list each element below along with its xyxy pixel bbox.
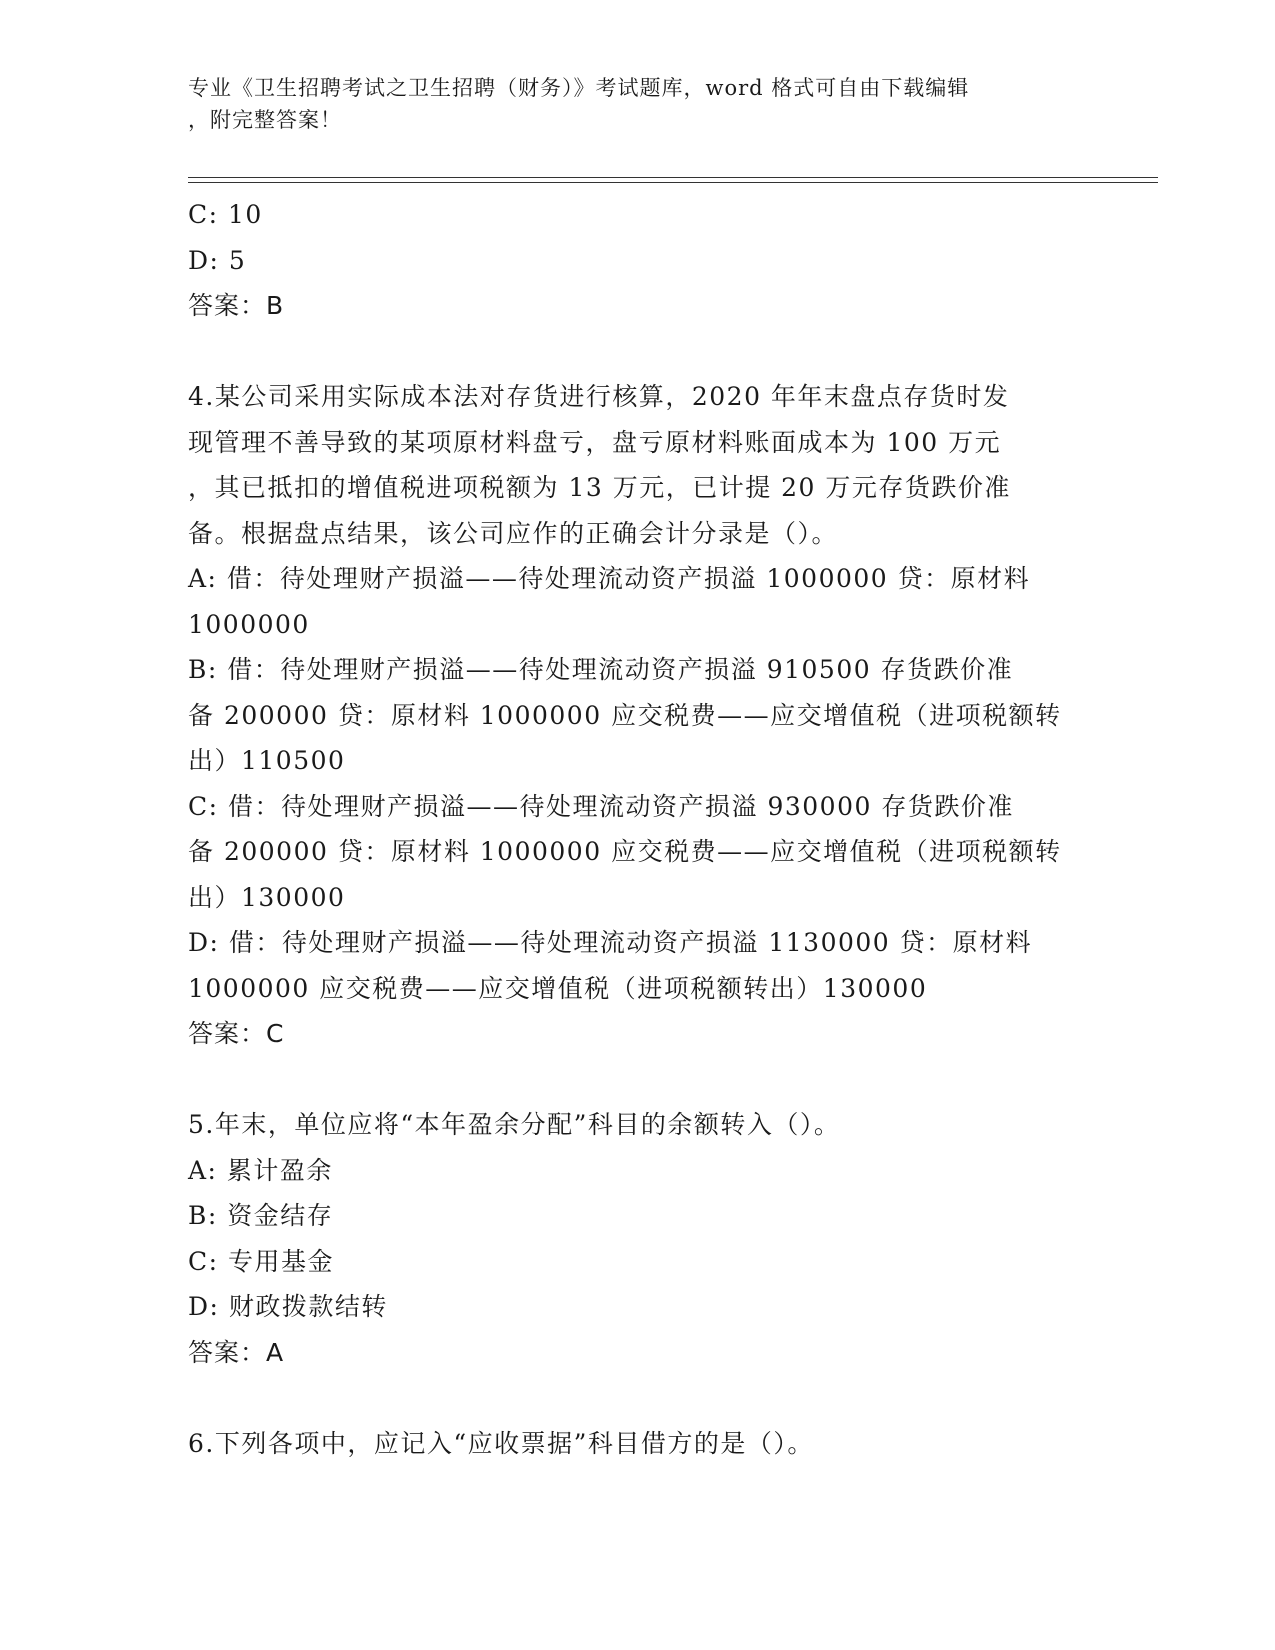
header-line-1: 专业《卫生招聘考试之卫生招聘（财务）》考试题库，word 格式可自由下载编辑	[188, 76, 970, 100]
q5-option-d: D: 财政拨款结转	[188, 1292, 388, 1321]
q4-option-b-line: B: 借：待处理财产损溢——待处理流动资产损溢 910500 存货跌价准	[188, 655, 1014, 684]
spacer	[188, 329, 1088, 375]
q5-option-b: B: 资金结存	[188, 1201, 334, 1230]
page-header	[188, 72, 1068, 136]
q4-option-a-line: 1000000	[188, 609, 310, 639]
q5-option-a: A: 累计盈余	[188, 1155, 333, 1185]
q4-stem-line: 备。根据盘点结果，该公司应作的正确会计分录是（）。	[188, 518, 839, 548]
spacer	[188, 1057, 1088, 1103]
header-divider-bottom	[188, 182, 1158, 183]
header-line-2: ，附完整答案！	[188, 108, 342, 132]
q4-option-d	[188, 920, 1088, 1011]
q4-stem-line: ，其已抵扣的增值税进项税额为 13 万元，已计提 20 万元存货跌价准	[188, 473, 1011, 502]
q4-option-c-line: 出）130000	[188, 882, 346, 912]
q5-stem: 5.年末，单位应将“本年盈余分配”科目的余额转入（）。	[188, 1110, 841, 1139]
spacer	[188, 1375, 1088, 1421]
q6-stem: 6.下列各项中，应记入“应收票据”科目借方的是（）。	[188, 1428, 814, 1458]
q4-option-c-line: 备 200000 贷：原材料 1000000 应交税费——应交增值税（进项税额转	[188, 837, 1062, 866]
q5-answer: 答案：A	[188, 1337, 285, 1367]
q4-option-d-line: 1000000 应交税费——应交增值税（进项税额转出）130000	[188, 973, 928, 1003]
q4-answer: 答案：C	[188, 1019, 285, 1048]
q4-option-b-line: 备 200000 贷：原材料 1000000 应交税费——应交增值税（进项税额转	[188, 700, 1062, 730]
q4-option-b-line: 出）110500	[188, 746, 346, 775]
question-content	[188, 192, 1088, 1466]
q4-option-c-line: C: 借：待处理财产损溢——待处理流动资产损溢 930000 存货跌价准	[188, 791, 1014, 821]
header-divider-top	[188, 177, 1158, 178]
q3-option-d: D: 5	[188, 245, 247, 275]
q4-stem	[188, 374, 1088, 556]
q4-option-a-line: A: 借：待处理财产损溢——待处理流动资产损溢 1000000 贷：原材料	[188, 564, 1031, 593]
q4-stem-line: 现管理不善导致的某项原材料盘亏，盘亏原材料账面成本为 100 万元	[188, 427, 1002, 457]
q4-option-d-line: D: 借：待处理财产损溢——待处理流动资产损溢 1130000 贷：原材料	[188, 928, 1033, 957]
q4-stem-line: 4.某公司采用实际成本法对存货进行核算，2020 年年末盘点存货时发	[188, 382, 1010, 411]
q5-option-c: C: 专用基金	[188, 1246, 334, 1276]
q4-option-c	[188, 784, 1088, 921]
q4-option-a	[188, 556, 1088, 647]
q4-option-b	[188, 647, 1088, 784]
q3-answer: 答案：B	[188, 291, 285, 320]
q3-option-c: C: 10	[188, 200, 263, 229]
